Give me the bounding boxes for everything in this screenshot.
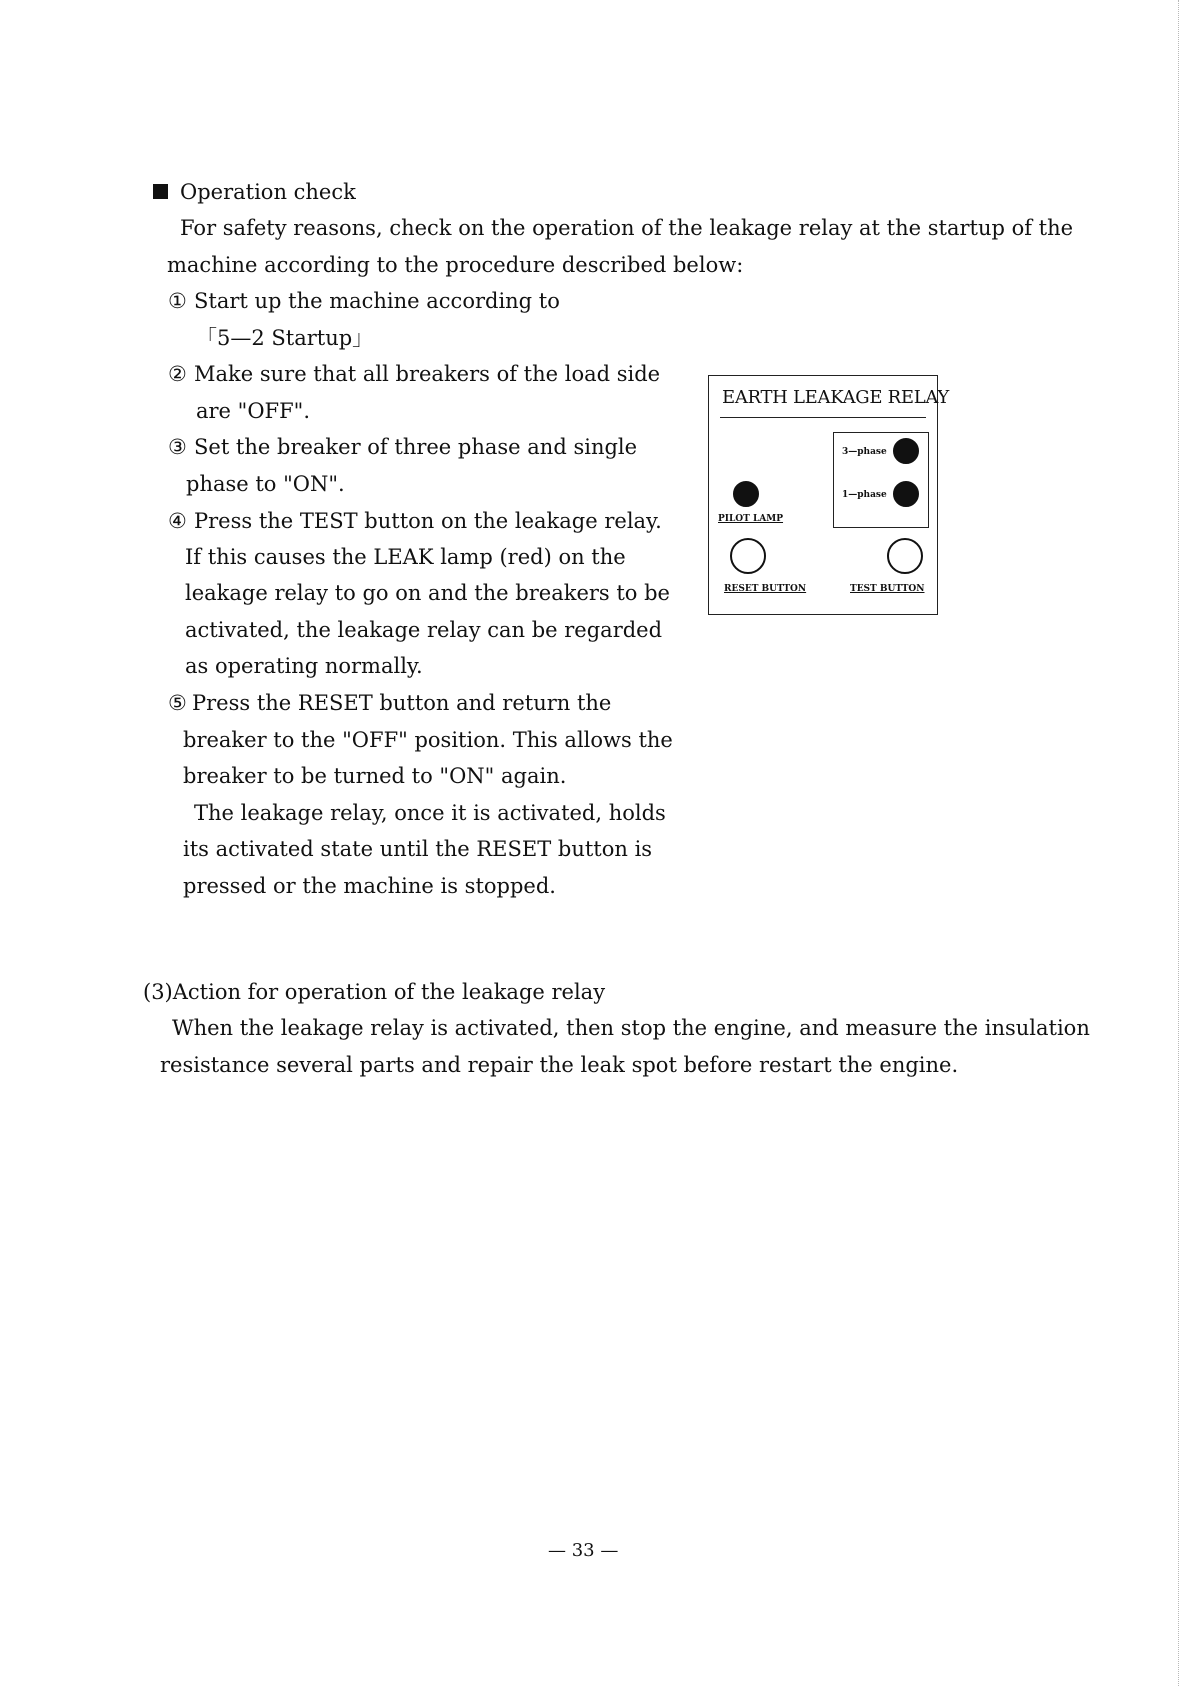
step-5-number: ⑤ [168, 691, 187, 715]
reset-button[interactable] [730, 538, 766, 574]
reset-button-label: RESET BUTTON [724, 584, 807, 594]
step-5-line-4: The leakage relay, once it is activated, holds [194, 801, 666, 825]
step-2-number: ② [168, 362, 187, 386]
relay-panel-title: EARTH LEAKAGE RELAY [722, 387, 949, 408]
step-2-line-2: are "OFF". [196, 399, 311, 423]
step-3-number: ③ [168, 435, 187, 459]
step-4-line-1: Press the TEST button on the leakage relay. [194, 509, 662, 533]
phase-1-lamp-icon [893, 481, 919, 507]
section-3-heading: (3)Action for operation of the leakage relay [143, 980, 606, 1004]
step-1-line-2: 「5—2 Startup」 [196, 326, 374, 350]
intro-line-2: machine according to the procedure described below: [167, 253, 744, 277]
phase-3-label: 3—phase [842, 447, 887, 457]
step-4-line-2: If this causes the LEAK lamp (red) on the [185, 545, 626, 569]
section-3-line-1: When the leakage relay is activated, then stop the engine, and measure the insulation [172, 1016, 1090, 1040]
intro-line-1: For safety reasons, check on the operation of the leakage relay at the startup of the [180, 216, 1074, 240]
test-button-label: TEST BUTTON [850, 584, 925, 594]
step-5-line-2: breaker to the "OFF" position. This allows the [183, 728, 673, 752]
step-4-line-3: leakage relay to go on and the breakers to be [185, 581, 670, 605]
scan-edge-line [1178, 0, 1179, 1686]
step-5-line-1: Press the RESET button and return the [192, 691, 612, 715]
step-5-line-6: pressed or the machine is stopped. [183, 874, 556, 898]
pilot-lamp-label: PILOT LAMP [718, 514, 784, 524]
step-5-line-3: breaker to be turned to "ON" again. [183, 764, 567, 788]
step-3-line-1: Set the breaker of three phase and single [194, 435, 638, 459]
step-3-line-2: phase to "ON". [186, 472, 345, 496]
step-1-line-1: Start up the machine according to [194, 289, 560, 313]
phase-1-label: 1—phase [842, 490, 887, 500]
phase-3-lamp-icon [893, 438, 919, 464]
panel-title-divider [720, 417, 926, 418]
pilot-lamp-icon [733, 481, 759, 507]
step-4-line-4: activated, the leakage relay can be regarded [185, 618, 663, 642]
page-number: — 33 — [548, 1540, 619, 1561]
step-2-line-1: Make sure that all breakers of the load side [194, 362, 661, 386]
section-3-line-2: resistance several parts and repair the leak spot before restart the engine. [160, 1053, 959, 1077]
step-4-line-5: as operating normally. [185, 654, 423, 678]
section-heading: Operation check [180, 180, 356, 204]
square-bullet-icon [153, 184, 168, 199]
step-4-number: ④ [168, 509, 187, 533]
step-1-number: ① [168, 289, 187, 313]
test-button[interactable] [887, 538, 923, 574]
step-5-line-5: its activated state until the RESET button is [183, 837, 653, 861]
